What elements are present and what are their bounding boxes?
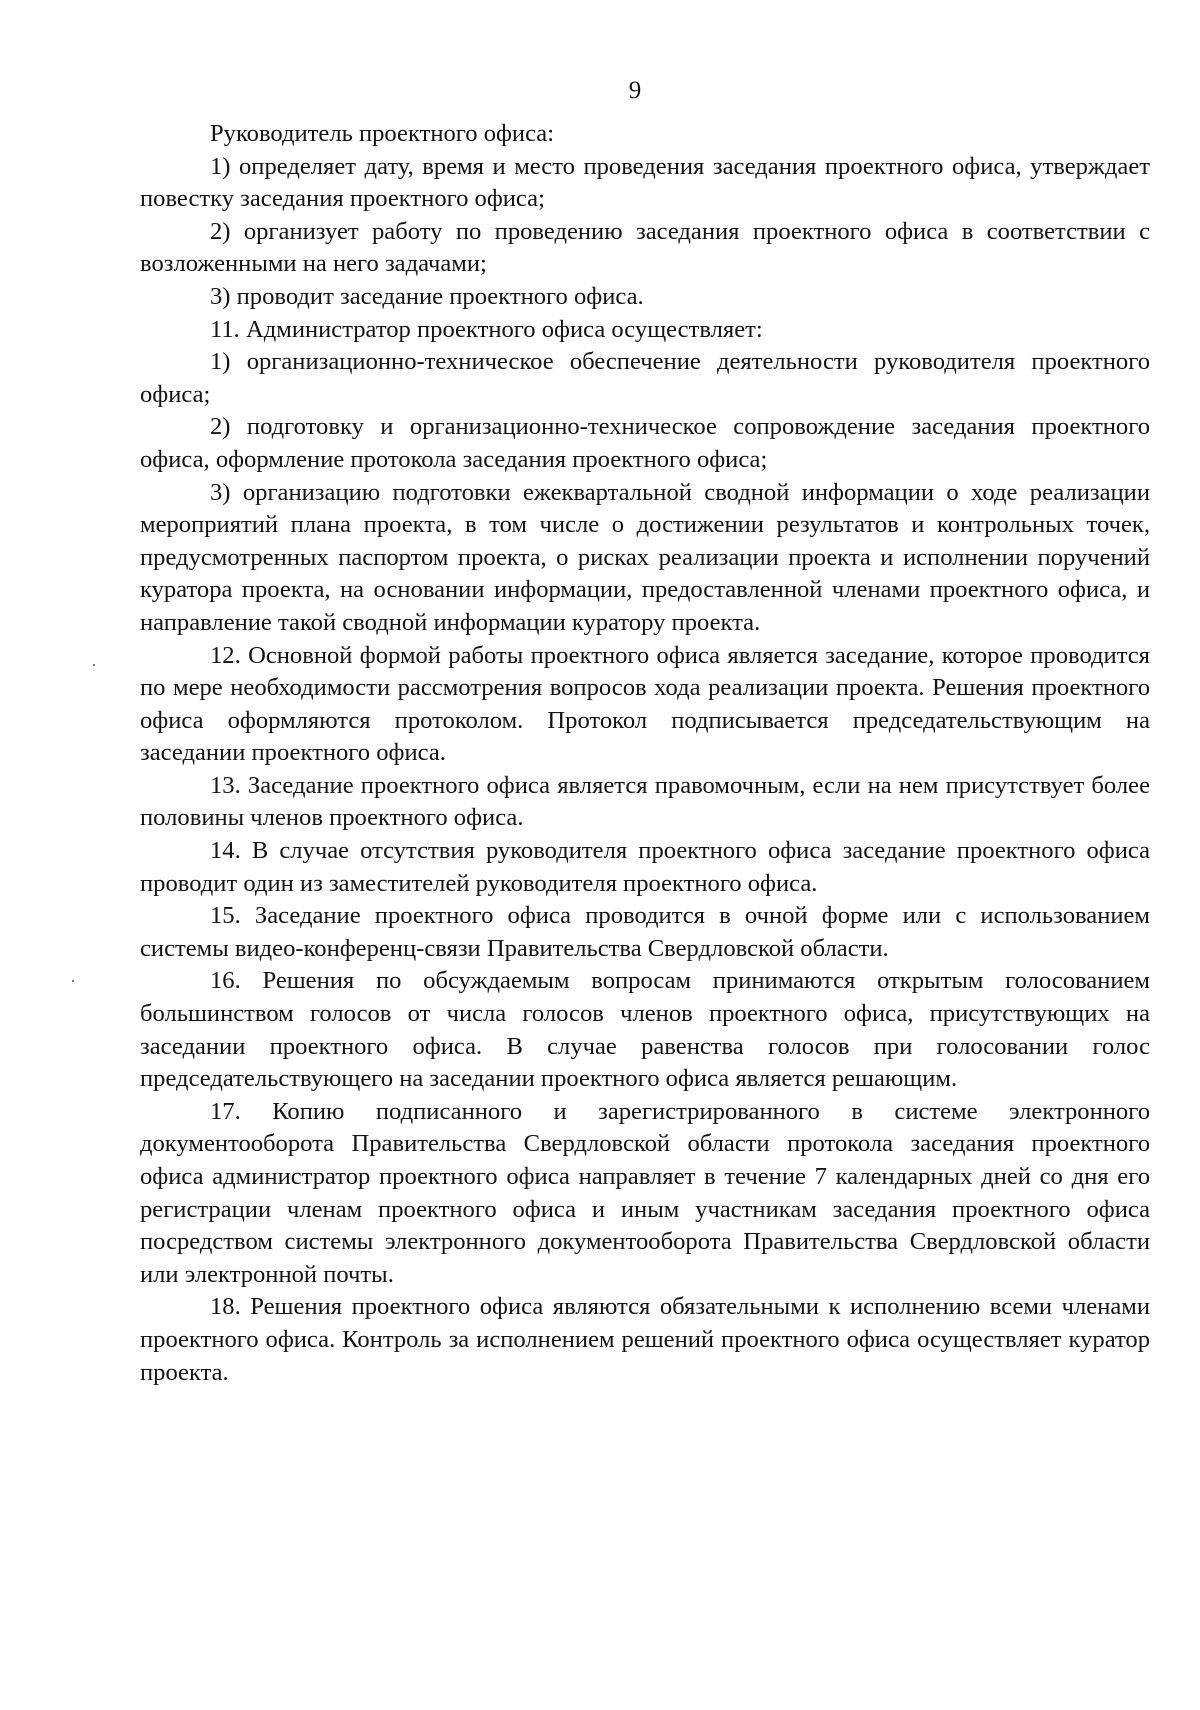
paragraph-admin-item-2: 2) подготовку и организационно-техническое сопровождение заседания проектного офиса, оформление протокола заседания проектного офиса; xyxy=(140,413,1150,473)
paragraph-admin-item-1: 1) организационно-техническое обеспечение деятельности руководителя проектного офиса; xyxy=(140,348,1150,408)
page-number: 9 xyxy=(628,77,642,104)
paragraph-admin-item-3: 3) организацию подготовки ежеквартальной сводной информации о ходе реализации мероприятий плана проекта, в том числе о достижении результатов и контрольных точек, предусмотренных паспортом проекта, о рисках реализации проекта и исполнении поручений куратора проекта, на основании информации, предоставленной членами проектного офиса, и направление такой сводной информации куратору проекта. xyxy=(140,478,1150,636)
paragraph-clause-18: 18. Решения проектного офиса являются обязательными к исполнению всеми членами проектного офиса. Контроль за исполнением решений проектного офиса осуществляет куратор проекта. xyxy=(140,1293,1150,1386)
paragraph-clause-11: 11. Администратор проектного офиса осуществляет: xyxy=(210,315,763,343)
paragraph-clause-12: 12. Основной формой работы проектного офиса является заседание, которое проводится по мере необходимости рассмотрения вопросов хода реализации проекта. Решения проектного офиса оформляются протоколом. Протокол подписывается председательствующим на заседании проектного офиса. xyxy=(140,641,1150,767)
paragraph-clause-17: 17. Копию подписанного и зарегистрированного в системе электронного документооборота Правительства Свердловской области протокола заседания проектного офиса администратор проектного офиса направляет в течение 7 календарных дней со дня его регистрации членам проектного офиса и иным участникам заседания проектного офиса посредством системы электронного документооборота Правительства Свердловской области или электронной почты. xyxy=(140,1097,1150,1288)
paragraph-head-item-3: 3) проводит заседание проектного офиса. xyxy=(210,282,644,310)
paragraph-head-item-2: 2) организует работу по проведению заседания проектного офиса в соответствии с возложенными на него задачами; xyxy=(140,217,1150,278)
scan-speck xyxy=(93,664,95,666)
document-body xyxy=(140,118,1150,1389)
paragraph-office-head-intro: Руководитель проектного офиса: xyxy=(210,120,555,147)
scan-speck xyxy=(72,980,74,982)
paragraph-clause-16: 16. Решения по обсуждаемым вопросам принимаются открытым голосованием большинством голосов от числа голосов членов проектного офиса, присутствующих на заседании проектного офиса. В случае равенства голосов при голосовании голос председательствующего на заседании проектного офиса является решающим. xyxy=(140,967,1150,1093)
paragraph-clause-14: 14. В случае отсутствия руководителя проектного офиса заседание проектного офиса проводит один из заместителей руководителя проектного офиса. xyxy=(140,837,1150,897)
paragraph-head-item-1: 1) определяет дату, время и место проведения заседания проектного офиса, утверждает повестку заседания проектного офиса; xyxy=(140,152,1150,213)
paragraph-clause-15: 15. Заседание проектного офиса проводится в очной форме или с использованием системы видео-конференц-связи Правительства Свердловской области. xyxy=(140,902,1150,962)
paragraph-clause-13: 13. Заседание проектного офиса является правомочным, если на нем присутствует более половины членов проектного офиса. xyxy=(140,771,1150,832)
